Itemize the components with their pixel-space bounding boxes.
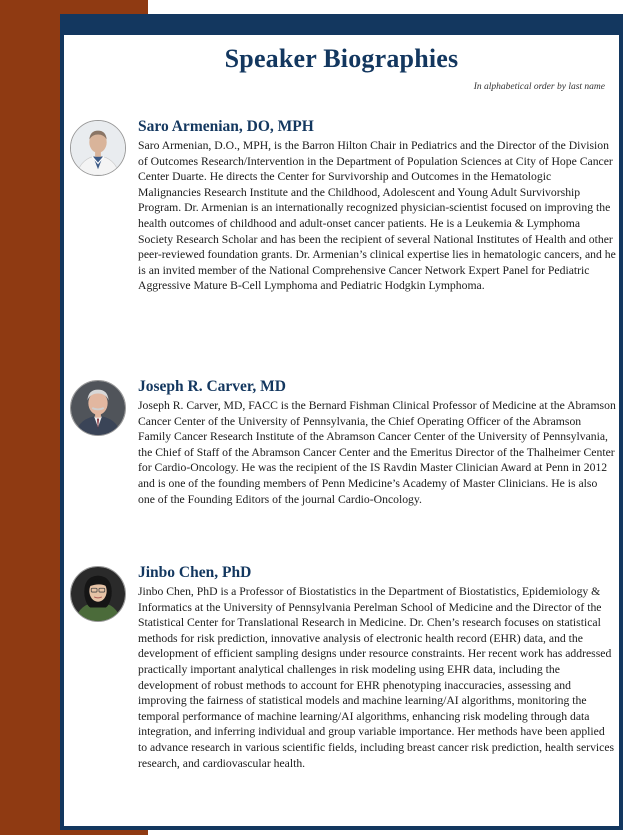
speaker-photo-carver	[70, 380, 126, 436]
page-subtitle: In alphabetical order by last name	[473, 82, 605, 92]
biographies-panel	[60, 14, 623, 830]
page-title: Speaker Biographies	[224, 44, 459, 73]
speaker-name: Saro Armenian, DO, MPH	[138, 118, 314, 135]
speaker-name: Joseph R. Carver, MD	[138, 378, 286, 395]
speaker-photo-chen	[70, 566, 126, 622]
speaker-bio: Jinbo Chen, PhD is a Professor of Biostatistics in the Department of Biostatistics, Epidemiology & Informatics at the University of Pennsylvania Perelman School of Medicine and the Director of the Statistical Center for Translational Research in Medicine. Dr. Chen’s research focuses on statistical methods for risk prediction, innovative analysis of electronic health record (EHR) data, and the development of efficient sampling designs under resource constraints. Her recent work has addressed practically important analytical challenges in risk modeling using EHR data, including the development of robust methods to account for EHR phenotyping inaccuracies, assessing and improving the fairness of statistical models and machine learning/AI algorithms, monitoring the temporal performance of machine learning/AI algorithms, enhancing risk modeling through data integration, and inferring individual and group variable importance. Her methods have been applied to advance research in various scientific fields, including breast cancer risk prediction, health services research, and cardiovascular health.	[138, 585, 615, 770]
panel-top-bar	[64, 18, 619, 35]
portrait-image	[71, 121, 125, 175]
portrait-image	[71, 567, 125, 621]
speaker-bio: Saro Armenian, D.O., MPH, is the Barron Hilton Chair in Pediatrics and the Director of the Division of Outcomes Research/Intervention in the Department of Population Sciences at City of Hope Cancer Center Duarte. He directs the Center for Survivorship and Outcomes in the Hematologic Malignancies Research Institute and the Childhood, Adolescent and Young Adult Survivorship Program. Dr. Armenian is an internationally recognized physician-scientist focused on improving the health outcomes of childhood and adult-onset cancer patients. He is a Leukemia & Lymphoma Society Research Scholar and has been the recipient of several National Institutes of Health and other peer-reviewed foundation grants. Dr. Armenian’s clinical expertise lies in hematologic cancers, and he is an invited member of the National Comprehensive Cancer Network Expert Panel for Pediatric Aggressive Mature B-Cell Lymphoma and Pediatric Hodgkin Lymphoma.	[138, 139, 616, 293]
speaker-photo-armenian	[70, 120, 126, 176]
speaker-bio: Joseph R. Carver, MD, FACC is the Bernard Fishman Clinical Professor of Medicine at the Abramson Cancer Center of the University of Pennsylvania, the Chief Operating Officer of the Abramson Family Cancer Research Institute of the Abramson Cancer Center of the University of Pennsylvania, the Chief of Staff of the Abramson Cancer Center and the Emeritus Director of the Thalheimer Center for Cardio-Oncology. He was the recipient of the IS Ravdin Master Clinician Award at Penn in 2012 and is one of the founding members of Penn Medicine’s Academy of Master Clinicians. He is also one of the Founding Editors of the journal Cardio-Oncology.	[138, 399, 616, 506]
speaker-name: Jinbo Chen, PhD	[138, 564, 252, 581]
portrait-image	[71, 381, 125, 435]
